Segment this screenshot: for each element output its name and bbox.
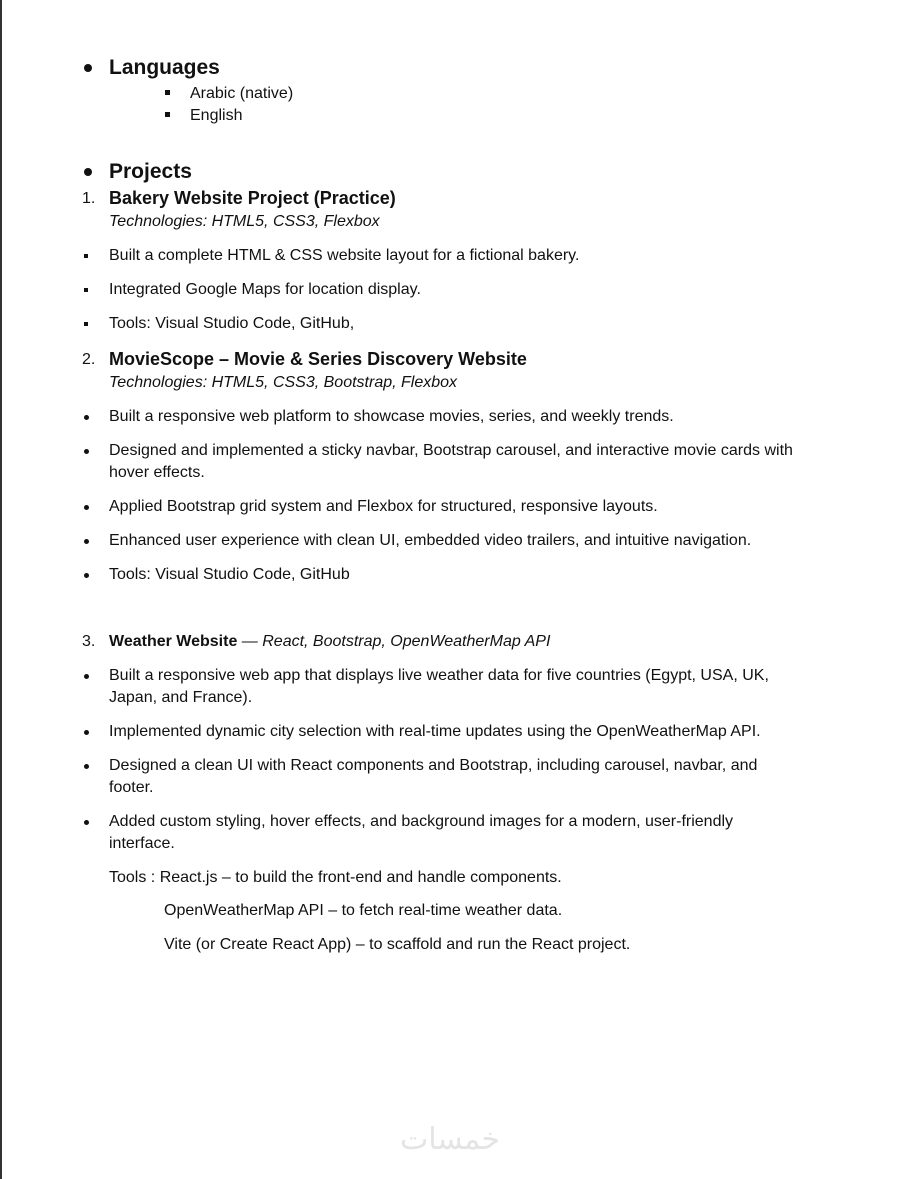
project-bullet: Tools: Visual Studio Code, GitHub — [109, 566, 350, 583]
project-bullet-cont: Japan, and France). — [109, 689, 253, 706]
bullet-icon — [84, 820, 89, 825]
project-number: 2. — [82, 351, 96, 368]
project-tech: Technologies: HTML5, CSS3, Flexbox — [109, 213, 380, 230]
project-bullet-cont: hover effects. — [109, 464, 205, 481]
page-border — [0, 0, 2, 1179]
language-item: English — [190, 107, 243, 124]
square-bullet-icon — [84, 288, 88, 292]
tools-line: Vite (or Create React App) – to scaffold and run the React project. — [164, 936, 631, 953]
languages-heading: Languages — [109, 56, 220, 79]
project-bullet: Designed and implemented a sticky navbar, Bootstrap carousel, and interactive movie cards with — [109, 442, 793, 459]
bullet-icon — [84, 64, 92, 72]
project-number: 3. — [82, 633, 96, 650]
project-title: MovieScope – Movie & Series Discovery Website — [109, 349, 527, 369]
project-bullet-cont: interface. — [109, 835, 175, 852]
project-bullet: Integrated Google Maps for location display. — [109, 281, 421, 298]
bullet-icon — [84, 505, 89, 510]
watermark-logo: خمسات — [400, 1122, 501, 1157]
project-title: Bakery Website Project (Practice) — [109, 188, 396, 208]
project-bullet-cont: footer. — [109, 779, 154, 796]
project-number: 1. — [82, 190, 96, 207]
projects-heading: Projects — [109, 160, 192, 183]
square-bullet-icon — [84, 254, 88, 258]
project-bullet: Built a responsive web app that displays live weather data for five countries (Egypt, USA, UK, — [109, 667, 769, 684]
square-bullet-icon — [165, 90, 170, 95]
bullet-icon — [84, 449, 89, 454]
bullet-icon — [84, 539, 89, 544]
project-bullet: Built a responsive web platform to showcase movies, series, and weekly trends. — [109, 408, 674, 425]
square-bullet-icon — [84, 322, 88, 326]
bullet-icon — [84, 168, 92, 176]
bullet-icon — [84, 674, 89, 679]
tools-line: Tools : React.js – to build the front-end and handle components. — [109, 869, 562, 886]
project-bullet: Built a complete HTML & CSS website layout for a fictional bakery. — [109, 247, 580, 264]
project-tech: Technologies: HTML5, CSS3, Bootstrap, Flexbox — [109, 374, 458, 391]
bullet-icon — [84, 415, 89, 420]
tools-line: OpenWeatherMap API – to fetch real-time weather data. — [164, 902, 563, 919]
square-bullet-icon — [165, 112, 170, 117]
project-bullet: Applied Bootstrap grid system and Flexbox for structured, responsive layouts. — [109, 498, 658, 515]
project-bullet: Designed a clean UI with React components and Bootstrap, including carousel, navbar, and — [109, 757, 758, 774]
bullet-icon — [84, 764, 89, 769]
bullet-icon — [84, 573, 89, 578]
bullet-icon — [84, 730, 89, 735]
project-bullet: Enhanced user experience with clean UI, embedded video trailers, and intuitive navigation. — [109, 532, 752, 549]
project-title: Weather Website — [109, 633, 238, 650]
project-bullet: Implemented dynamic city selection with real-time updates using the OpenWeatherMap API. — [109, 723, 761, 740]
language-item: Arabic (native) — [190, 85, 294, 102]
project-heading-line — [109, 632, 550, 652]
project-tech: — React, Bootstrap, OpenWeatherMap API — [237, 633, 551, 650]
project-bullet: Added custom styling, hover effects, and background images for a modern, user-friendly — [109, 813, 734, 830]
project-bullet: Tools: Visual Studio Code, GitHub, — [109, 315, 355, 332]
